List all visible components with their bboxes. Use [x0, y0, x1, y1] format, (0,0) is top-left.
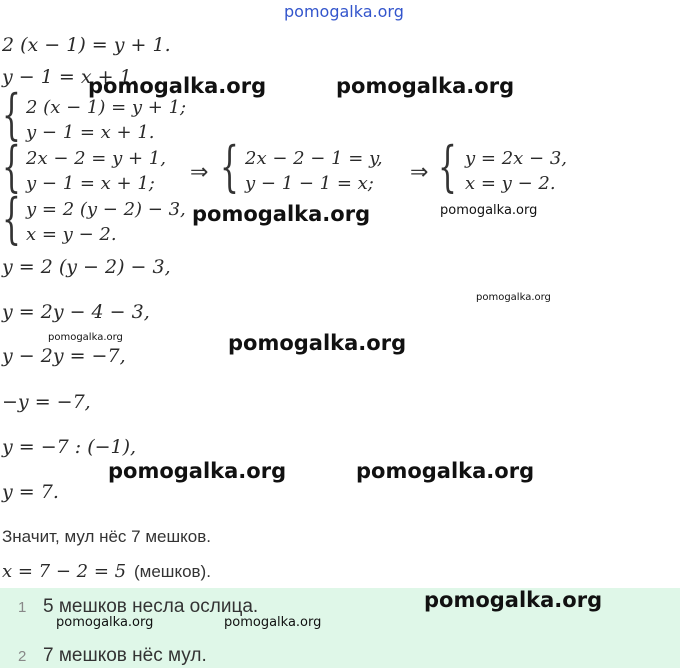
step-2: y = 2y − 4 − 3, — [2, 301, 150, 323]
watermark: pomogalka.org — [228, 331, 407, 355]
answer-text-2: 7 мешков нёс мул. — [43, 645, 207, 666]
watermark: pomogalka.org — [440, 203, 538, 218]
answer-text-1: 5 мешков несла ослица. — [43, 596, 259, 617]
watermark: pomogalka.org — [356, 459, 535, 483]
system-4-line-2: x = y − 2. — [465, 173, 556, 194]
system-brace-3: { — [220, 135, 239, 198]
x-value-math: x = 7 − 2 = 5 — [2, 561, 127, 582]
system-4-line-1: y = 2x − 3, — [465, 148, 567, 169]
system-brace-4: { — [438, 135, 457, 198]
step-3: y − 2y = −7, — [2, 345, 126, 367]
watermark: pomogalka.org — [336, 74, 515, 98]
watermark: pomogalka.org — [424, 588, 603, 612]
watermark: pomogalka.org — [192, 202, 371, 226]
step-1: y = 2 (y − 2) − 3, — [2, 256, 171, 278]
equation-2: y − 1 = x + 1. — [2, 66, 138, 88]
implies-arrow-2: ⇒ — [410, 160, 429, 185]
answer-number-2: 2 — [18, 648, 27, 665]
conclusion-text: Значит, мул нёс 7 мешков. — [2, 527, 211, 546]
system-5-line-2: x = y − 2. — [26, 224, 117, 245]
step-5: y = −7 : (−1), — [2, 436, 137, 458]
x-value-unit: (мешков). — [134, 562, 211, 581]
watermark: pomogalka.org — [224, 615, 322, 630]
system-1-line-2: y − 1 = x + 1. — [26, 122, 155, 143]
system-brace-1: { — [2, 83, 21, 146]
site-header-link[interactable]: pomogalka.org — [284, 2, 404, 21]
system-5-line-1: y = 2 (y − 2) − 3, — [26, 199, 186, 220]
watermark: pomogalka.org — [108, 459, 287, 483]
system-brace-5: { — [2, 187, 21, 250]
system-2-line-2: y − 1 = x + 1; — [26, 173, 155, 194]
implies-arrow-1: ⇒ — [190, 160, 209, 185]
watermark: pomogalka.org — [476, 292, 551, 303]
system-3-line-1: 2x − 2 − 1 = y, — [245, 148, 383, 169]
system-2-line-1: 2x − 2 = y + 1, — [26, 148, 166, 169]
equation-1: 2 (x − 1) = y + 1. — [2, 34, 171, 56]
step-6: y = 7. — [2, 481, 59, 503]
step-4: −y = −7, — [2, 391, 91, 413]
watermark: pomogalka.org — [48, 332, 123, 343]
system-3-line-2: y − 1 − 1 = x; — [245, 173, 374, 194]
watermark: pomogalka.org — [56, 615, 154, 630]
answer-number-1: 1 — [18, 599, 27, 616]
system-1-line-1: 2 (x − 1) = y + 1; — [26, 97, 187, 118]
system-brace-2: { — [2, 135, 21, 198]
watermark: pomogalka.org — [88, 74, 267, 98]
